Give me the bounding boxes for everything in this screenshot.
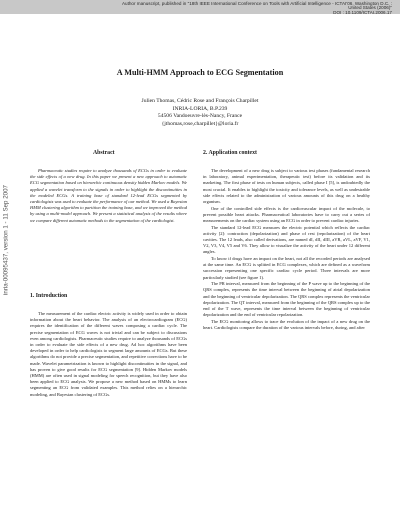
side-identifier: [0, 150, 12, 330]
application-paragraph: The PR interval, measured from the beginning of the P wave up to the beginning of the QRS complex, represents the time interval between the beginning of atrial depolarization and the beginning of ventricular depolarization. The QRS complex represents the ventricular depolarization. The QT interval, measured from the beginning of the QRS complex up to the end of the T wave, represents the time interval between the beginning of ventricular depolarization and the end of ventricular repolarization.: [203, 281, 370, 318]
header-line-2: United States (2006)": [348, 5, 392, 10]
side-identifier-text: inria-00095437, version 1 - 11 Sep 2007: [2, 185, 10, 295]
application-paragraph: The development of a new drug is subject to various test phases (fundamental research in laboratory, animal experimentation, therapeutic test) before its validation and its marketing. The first phase of tests on human subjects, called phase I [5], is undoubtedly the most crucial. It enables to highlight the toxicity and tolerance levels, as well as undesirable side effects related to the administration of various amounts of this drug on a healthy organism.: [203, 168, 370, 205]
abstract-text: Pharmaceutic studies require to analyze thousands of ECGs in order to evaluate the side effects of a new drug. In this paper we present a new approach to automatic ECG segmentation based on hierarchic continuous density hidden Markov models. We applied a wavelet transform to the signals in order to highlight the discontinuities in the modeled ECGs. A training base of standard 12-lead ECGs segmented by cardiologists was used to evaluate the performance of our method. We used a Bayesian HMM clustering algorithm to partition the training base, and we improved the method by using a multi-model approach. We present a statistical analysis of the results where we compare different automatic methods to the segmentation of the cardiologist.: [30, 168, 187, 223]
introduction-heading: 1. Introduction: [30, 293, 68, 299]
header-line-3: DOI : 10.1109/ICTAI.2006.17: [333, 9, 392, 15]
author-names: Julien Thomas, Cédric Rose and François Charpillet: [141, 98, 259, 104]
paper-title: A Multi-HMM Approach to ECG Segmentation: [116, 68, 284, 77]
application-paragraph: The ECG monitoring allows to trace the evolution of the impact of a new drug on the heart. Cardiologists compare the duration of the various intervals before, during, and after: [203, 318, 370, 331]
author-email: {jthomas,rose,charpillet}@loria.fr: [161, 120, 239, 127]
introduction-paragraph: The measurement of the cardiac electric activity is widely used in order to obtain information about the heart behavior. The analysis of an electrocardiogram (ECG) requires the identification of the different waves composing a cardiac cycle. The precise segmentation of ECG waves is not trivial and can be subject to discussions even among cardiologists. Pharmaceutic studies require to analyze thousands of ECGs in order to evaluate the side effects of a new drug. Ad hoc algorithms have been developed in order to help cardiologists to segment large amounts of ECGs. But these algorithms do not provide a precise segmentation, and repetitive corrections have to be made. Wavelet parametrization is known to highlight discontinuities in the signal, and has proven to give good results for ECG segmentation [9]. Hidden Markov models (HMM) are often used in signal modeling for speech recognition, but they have also been applied to ECG analysis. We propose a new method based on HMMs to learn segmenting an ECG from validated examples. This method relies on a hierarchic modeling, and Bayesian clustering of ECGs.: [30, 311, 187, 397]
author-address: 54506 Vandoeuvre-lès-Nancy, France: [157, 113, 243, 120]
author-affiliation: INRIA-LORIA, B.P.239: [172, 105, 228, 112]
author-block: [0, 98, 400, 128]
application-context-body: [203, 168, 370, 332]
abstract-body: [30, 168, 187, 224]
introduction-body: [30, 311, 187, 398]
application-paragraph: The standard 12-lead ECG measures the electric potential which reflects the cardiac activity [2]: contraction (depolarization) and phase of rest (repolarization) of the heart cavities. The 12 leads, also called derivations, are named dI, dII, dIII, aVR, aVL, aVF, V1, V2, V3, V4, V5 and V6. They allow to visualize the activity of the heart under 12 different angles.: [203, 224, 370, 255]
manuscript-header-bar: [0, 0, 400, 14]
application-paragraph: One of the controlled side effects is the cardiovascular impact of the molecule, to prevent possible heart attacks. Pharmaceutical laboratories have to carry out a series of measurements on the cardiac system using an ECG in order to prevent cardiac injuries.: [203, 205, 370, 224]
abstract-heading: Abstract: [93, 150, 115, 156]
application-context-heading: 2. Application context: [203, 150, 257, 156]
application-paragraph: To know if drugs have an impact on the heart, not all the recorded periods are analysed at the same time. An ECG is splitted in ECG complexes, which are defined as a waveform succession representing one specific cardiac cycle period. Three intervals are more particularly studied (see figure 1).: [203, 256, 370, 280]
header-line-1: Author manuscript, published in "18th IEEE International Conference on Tools with Artificial Intelligence - ICTAI'06, Washington D.C. :: [121, 0, 392, 6]
